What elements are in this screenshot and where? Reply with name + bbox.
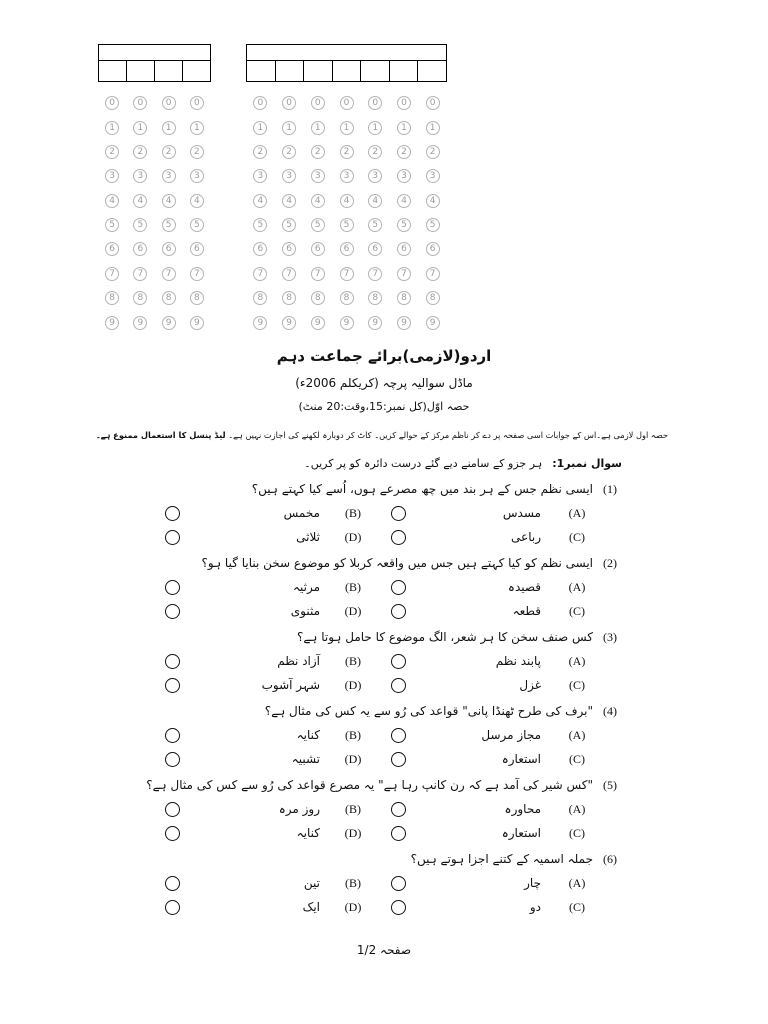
option-text: مرثیہ xyxy=(292,580,320,594)
question-item xyxy=(0,699,768,773)
question-number: (6) xyxy=(603,852,617,866)
omr-bubble[interactable]: 3 xyxy=(190,169,204,183)
options-row xyxy=(0,871,768,895)
answer-circle[interactable] xyxy=(165,752,180,767)
omr-bubble[interactable]: 3 xyxy=(253,169,267,183)
digit-cell[interactable] xyxy=(99,61,126,82)
option-text: غزل xyxy=(519,678,541,692)
omr-bubble[interactable]: 6 xyxy=(162,242,176,256)
digit-cell[interactable] xyxy=(247,61,275,82)
omr-bubble[interactable]: 0 xyxy=(426,96,440,110)
option-label: (B) xyxy=(345,802,361,816)
omr-column xyxy=(126,91,154,335)
omr-bubble[interactable]: 0 xyxy=(340,96,354,110)
omr-bubble[interactable]: 6 xyxy=(282,242,296,256)
omr-bubble[interactable]: 0 xyxy=(253,96,267,110)
roll-number-box-left xyxy=(98,44,211,82)
omr-bubble[interactable]: 8 xyxy=(282,291,296,305)
digit-cell[interactable] xyxy=(182,61,210,82)
answer-circle[interactable] xyxy=(165,900,180,915)
option-label: (A) xyxy=(568,654,586,668)
options-row xyxy=(0,797,768,821)
answer-circle[interactable] xyxy=(391,580,406,595)
options-row xyxy=(0,599,768,623)
question-item xyxy=(0,773,768,847)
question-text: ایسی نظم جس کے ہر بند میں چھ مصرعے ہوں، اُسے کیا کہتے ہیں؟ xyxy=(251,482,593,496)
question-text: ایسی نظم کو کیا کہتے ہیں جس میں واقعہ کربلا کو موضوع سخن بنایا گیا ہو؟ xyxy=(201,556,593,570)
options-row xyxy=(0,501,768,525)
omr-bubble[interactable]: 0 xyxy=(133,96,147,110)
option-text: محاورہ xyxy=(504,802,541,816)
option-label: (C) xyxy=(569,678,585,692)
option-label: (B) xyxy=(345,654,361,668)
omr-bubble[interactable]: 2 xyxy=(105,145,119,159)
omr-bubble[interactable]: 1 xyxy=(253,121,267,135)
omr-bubble[interactable]: 5 xyxy=(282,218,296,232)
question-heading-label: سوال نمبر1: xyxy=(552,457,622,470)
option-label: (D) xyxy=(344,678,362,692)
option-text: مجاز مرسل xyxy=(481,728,541,742)
omr-bubble[interactable]: 8 xyxy=(162,291,176,305)
omr-bubble[interactable]: 3 xyxy=(397,169,411,183)
omr-bubble[interactable]: 6 xyxy=(105,242,119,256)
option-text: شہر آشوب xyxy=(261,678,320,692)
omr-column xyxy=(418,91,447,335)
omr-bubble[interactable]: 6 xyxy=(340,242,354,256)
answer-circle[interactable] xyxy=(391,802,406,817)
omr-bubble[interactable]: 3 xyxy=(133,169,147,183)
question-line xyxy=(0,699,768,723)
omr-bubble[interactable]: 9 xyxy=(368,316,382,330)
omr-bubble[interactable]: 6 xyxy=(253,242,267,256)
omr-bubble[interactable]: 8 xyxy=(426,291,440,305)
omr-bubble[interactable]: 2 xyxy=(340,145,354,159)
answer-circle[interactable] xyxy=(391,506,406,521)
option-label: (C) xyxy=(569,752,585,766)
omr-bubble[interactable]: 9 xyxy=(397,316,411,330)
question-heading-directive: ہر جزو کے سامنے دیے گئے درست دائرہ کو پر کریں۔ xyxy=(304,457,543,470)
answer-circle[interactable] xyxy=(391,826,406,841)
omr-bubble[interactable]: 3 xyxy=(340,169,354,183)
omr-bubble[interactable]: 6 xyxy=(426,242,440,256)
options-row xyxy=(0,821,768,845)
omr-bubble[interactable]: 6 xyxy=(133,242,147,256)
option-label: (C) xyxy=(569,826,585,840)
digit-cell[interactable] xyxy=(303,61,332,82)
option-text: مخمس xyxy=(283,506,320,520)
omr-bubble[interactable]: 4 xyxy=(253,194,267,208)
answer-circle[interactable] xyxy=(165,654,180,669)
omr-column xyxy=(303,91,332,335)
omr-column xyxy=(98,91,126,335)
answer-circle[interactable] xyxy=(165,580,180,595)
option-text: کنایہ xyxy=(296,728,320,742)
omr-bubble[interactable]: 4 xyxy=(162,194,176,208)
instructions xyxy=(94,426,668,444)
answer-circle[interactable] xyxy=(165,826,180,841)
omr-bubble[interactable]: 4 xyxy=(105,194,119,208)
options-row xyxy=(0,525,768,549)
omr-bubble[interactable]: 7 xyxy=(190,267,204,281)
answer-circle[interactable] xyxy=(165,876,180,891)
digit-cell[interactable] xyxy=(154,61,182,82)
omr-bubble[interactable]: 4 xyxy=(368,194,382,208)
omr-bubble[interactable]: 0 xyxy=(162,96,176,110)
omr-bubble[interactable]: 2 xyxy=(282,145,296,159)
question-number: (5) xyxy=(603,778,617,792)
omr-bubble[interactable]: 9 xyxy=(340,316,354,330)
option-text: چار xyxy=(524,876,541,890)
options-row xyxy=(0,575,768,599)
omr-column xyxy=(361,91,390,335)
omr-bubble[interactable]: 3 xyxy=(162,169,176,183)
omr-bubble[interactable]: 2 xyxy=(397,145,411,159)
omr-column xyxy=(183,91,211,335)
options-row xyxy=(0,649,768,673)
omr-bubble[interactable]: 1 xyxy=(133,121,147,135)
options-row xyxy=(0,895,768,919)
omr-bubble[interactable]: 7 xyxy=(162,267,176,281)
omr-bubble[interactable]: 5 xyxy=(133,218,147,232)
option-text: مثنوی xyxy=(290,604,320,618)
omr-bubble[interactable]: 2 xyxy=(311,145,325,159)
question-number: (1) xyxy=(603,482,617,496)
omr-bubble[interactable]: 7 xyxy=(282,267,296,281)
omr-bubble[interactable]: 4 xyxy=(340,194,354,208)
paper-subtitle: ماڈل سوالیہ پرچہ (کریکلم 2006ء) xyxy=(295,376,473,390)
question-item xyxy=(0,625,768,699)
option-label: (B) xyxy=(345,728,361,742)
answer-circle[interactable] xyxy=(391,876,406,891)
omr-bubble[interactable]: 7 xyxy=(368,267,382,281)
omr-bubble[interactable]: 2 xyxy=(368,145,382,159)
omr-bubble[interactable]: 5 xyxy=(397,218,411,232)
answer-circle[interactable] xyxy=(391,530,406,545)
omr-bubble[interactable]: 4 xyxy=(311,194,325,208)
omr-bubble[interactable]: 6 xyxy=(368,242,382,256)
option-text: ایک xyxy=(302,900,320,914)
instructions-text: حصہ اول لازمی ہے۔اس کے جوابات اسی صفحہ پر دے کر ناظم مرکز کے حوالے کریں۔ کاٹ کر دوبارہ لکھنے کی اجازت نہیں ہے۔ xyxy=(228,430,668,440)
omr-bubble[interactable]: 4 xyxy=(426,194,440,208)
omr-bubble[interactable]: 0 xyxy=(311,96,325,110)
omr-bubble[interactable]: 5 xyxy=(253,218,267,232)
option-label: (C) xyxy=(569,604,585,618)
omr-bubble[interactable]: 5 xyxy=(426,218,440,232)
option-label: (D) xyxy=(344,530,362,544)
digit-cell[interactable] xyxy=(126,61,154,82)
omr-bubble[interactable]: 8 xyxy=(253,291,267,305)
omr-bubble[interactable]: 1 xyxy=(190,121,204,135)
option-text: تشبیہ xyxy=(291,752,320,766)
omr-bubble[interactable]: 1 xyxy=(162,121,176,135)
omr-bubble[interactable]: 1 xyxy=(397,121,411,135)
answer-circle[interactable] xyxy=(165,530,180,545)
question-item xyxy=(0,477,768,551)
omr-column xyxy=(155,91,183,335)
option-label: (A) xyxy=(568,802,586,816)
option-label: (C) xyxy=(569,900,585,914)
option-label: (D) xyxy=(344,752,362,766)
omr-bubble[interactable]: 1 xyxy=(282,121,296,135)
omr-column xyxy=(246,91,275,335)
question-line xyxy=(0,847,768,871)
question-text: "کس شیر کی آمد ہے کہ رن کانپ رہا ہے" یہ مصرع قواعد کی رُو سے کس کی مثال ہے؟ xyxy=(146,778,593,792)
option-label: (D) xyxy=(344,604,362,618)
option-text: قصیدہ xyxy=(507,580,541,594)
omr-bubble[interactable]: 7 xyxy=(133,267,147,281)
question-text: کس صنف سخن کا ہر شعر، الگ موضوع کا حامل ہوتا ہے؟ xyxy=(296,630,593,644)
omr-bubble[interactable]: 1 xyxy=(311,121,325,135)
omr-bubble[interactable]: 4 xyxy=(397,194,411,208)
omr-bubble[interactable]: 3 xyxy=(368,169,382,183)
option-text: مسدس xyxy=(502,506,541,520)
omr-bubble[interactable]: 4 xyxy=(190,194,204,208)
omr-bubble[interactable]: 7 xyxy=(105,267,119,281)
option-text: کنایہ xyxy=(296,826,320,840)
omr-bubble[interactable]: 8 xyxy=(105,291,119,305)
question-item xyxy=(0,551,768,625)
answer-circle[interactable] xyxy=(165,678,180,693)
answer-circle[interactable] xyxy=(391,752,406,767)
omr-bubble[interactable]: 0 xyxy=(368,96,382,110)
question-item xyxy=(0,847,768,921)
omr-bubble[interactable]: 0 xyxy=(190,96,204,110)
omr-bubble[interactable]: 5 xyxy=(311,218,325,232)
digit-cells xyxy=(99,61,210,82)
omr-bubble[interactable]: 6 xyxy=(190,242,204,256)
question-line xyxy=(0,773,768,797)
omr-bubble[interactable]: 7 xyxy=(253,267,267,281)
omr-bubble[interactable]: 5 xyxy=(105,218,119,232)
option-text: تین xyxy=(303,876,320,890)
question-list xyxy=(0,477,768,921)
digit-cell[interactable] xyxy=(275,61,304,82)
omr-column xyxy=(390,91,419,335)
question-line xyxy=(0,477,768,501)
omr-bubble[interactable]: 8 xyxy=(311,291,325,305)
omr-column xyxy=(275,91,304,335)
omr-column xyxy=(332,91,361,335)
omr-bubble[interactable]: 7 xyxy=(426,267,440,281)
option-text: قطعہ xyxy=(512,604,541,618)
question-number: (2) xyxy=(603,556,617,570)
omr-bubble[interactable]: 3 xyxy=(105,169,119,183)
box-header-field[interactable] xyxy=(99,45,210,61)
digit-cells xyxy=(247,61,446,82)
option-label: (A) xyxy=(568,580,586,594)
option-label: (D) xyxy=(344,826,362,840)
omr-bubble[interactable]: 8 xyxy=(397,291,411,305)
omr-bubble[interactable]: 6 xyxy=(397,242,411,256)
omr-bubble[interactable]: 3 xyxy=(426,169,440,183)
digit-cell[interactable] xyxy=(360,61,389,82)
omr-bubble[interactable]: 9 xyxy=(162,316,176,330)
omr-bubble[interactable]: 2 xyxy=(162,145,176,159)
omr-bubble[interactable]: 7 xyxy=(397,267,411,281)
question-number: (3) xyxy=(603,630,617,644)
question-heading xyxy=(304,455,622,473)
option-text: دو xyxy=(529,900,541,914)
omr-bubble[interactable]: 5 xyxy=(162,218,176,232)
omr-bubble[interactable]: 1 xyxy=(340,121,354,135)
question-text: جملہ اسمیہ کے کتنے اجزا ہوتے ہیں؟ xyxy=(410,852,593,866)
answer-circle[interactable] xyxy=(391,900,406,915)
option-label: (B) xyxy=(345,506,361,520)
options-row xyxy=(0,673,768,697)
section-info: حصہ اوّل(کل نمبر:15،وقت:20 منٹ) xyxy=(298,400,470,413)
omr-bubble[interactable]: 8 xyxy=(190,291,204,305)
page-number: صفحہ 1/2 xyxy=(356,943,412,957)
option-text: روز مرہ xyxy=(278,802,320,816)
omr-bubble[interactable]: 0 xyxy=(105,96,119,110)
omr-bubble[interactable]: 3 xyxy=(282,169,296,183)
omr-bubble[interactable]: 9 xyxy=(253,316,267,330)
omr-bubble[interactable]: 4 xyxy=(133,194,147,208)
paper-title: اردو(لازمی)برائے جماعت دہم xyxy=(276,347,492,365)
omr-bubble[interactable]: 8 xyxy=(133,291,147,305)
omr-bubble[interactable]: 6 xyxy=(311,242,325,256)
options-row xyxy=(0,747,768,771)
omr-bubble[interactable]: 5 xyxy=(340,218,354,232)
option-label: (D) xyxy=(344,900,362,914)
digit-cell[interactable] xyxy=(389,61,418,82)
option-text: استعارہ xyxy=(501,752,541,766)
answer-circle[interactable] xyxy=(165,728,180,743)
omr-grid-right xyxy=(246,91,447,335)
box-header-field[interactable] xyxy=(247,45,446,61)
omr-bubble[interactable]: 2 xyxy=(133,145,147,159)
omr-bubble[interactable]: 1 xyxy=(105,121,119,135)
omr-bubble[interactable]: 7 xyxy=(340,267,354,281)
omr-bubble[interactable]: 0 xyxy=(397,96,411,110)
option-text: استعارہ xyxy=(501,826,541,840)
omr-bubble[interactable]: 1 xyxy=(368,121,382,135)
omr-bubble[interactable]: 2 xyxy=(253,145,267,159)
omr-bubble[interactable]: 9 xyxy=(311,316,325,330)
answer-circle[interactable] xyxy=(165,802,180,817)
digit-cell[interactable] xyxy=(332,61,361,82)
omr-bubble[interactable]: 8 xyxy=(340,291,354,305)
question-text: "برف کی طرح ٹھنڈا پانی" قواعد کی رُو سے یہ کس کی مثال ہے؟ xyxy=(264,704,593,718)
option-text: پابند نظم xyxy=(495,654,541,668)
omr-bubble[interactable]: 9 xyxy=(190,316,204,330)
omr-bubble[interactable]: 2 xyxy=(190,145,204,159)
option-label: (B) xyxy=(345,876,361,890)
answer-circle[interactable] xyxy=(391,654,406,669)
omr-bubble[interactable]: 4 xyxy=(282,194,296,208)
option-label: (A) xyxy=(568,876,586,890)
answer-circle[interactable] xyxy=(391,604,406,619)
omr-bubble[interactable]: 3 xyxy=(311,169,325,183)
omr-bubble[interactable]: 1 xyxy=(426,121,440,135)
question-line xyxy=(0,551,768,575)
option-label: (A) xyxy=(568,728,586,742)
omr-grid-left xyxy=(98,91,211,335)
digit-cell[interactable] xyxy=(417,61,446,82)
option-text: رباعی xyxy=(511,530,541,544)
option-label: (C) xyxy=(569,530,585,544)
answer-circle[interactable] xyxy=(391,728,406,743)
option-text: آزاد نظم xyxy=(277,654,320,668)
omr-bubble[interactable]: 7 xyxy=(311,267,325,281)
answer-circle[interactable] xyxy=(165,506,180,521)
option-label: (A) xyxy=(568,506,586,520)
option-text: ثلاثی xyxy=(296,530,320,544)
omr-bubble[interactable]: 5 xyxy=(368,218,382,232)
omr-bubble[interactable]: 2 xyxy=(426,145,440,159)
omr-bubble[interactable]: 9 xyxy=(105,316,119,330)
lead-pencil-warning: لیڈ پنسل کا استعمال ممنوع ہے۔ xyxy=(95,430,226,440)
answer-circle[interactable] xyxy=(165,604,180,619)
omr-bubble[interactable]: 5 xyxy=(190,218,204,232)
question-line xyxy=(0,625,768,649)
option-label: (B) xyxy=(345,580,361,594)
options-row xyxy=(0,723,768,747)
omr-bubble[interactable]: 9 xyxy=(133,316,147,330)
omr-bubble[interactable]: 0 xyxy=(282,96,296,110)
omr-bubble[interactable]: 9 xyxy=(426,316,440,330)
roll-number-box-right xyxy=(246,44,447,82)
answer-circle[interactable] xyxy=(391,678,406,693)
question-number: (4) xyxy=(603,704,617,718)
omr-bubble[interactable]: 8 xyxy=(368,291,382,305)
omr-bubble[interactable]: 9 xyxy=(282,316,296,330)
